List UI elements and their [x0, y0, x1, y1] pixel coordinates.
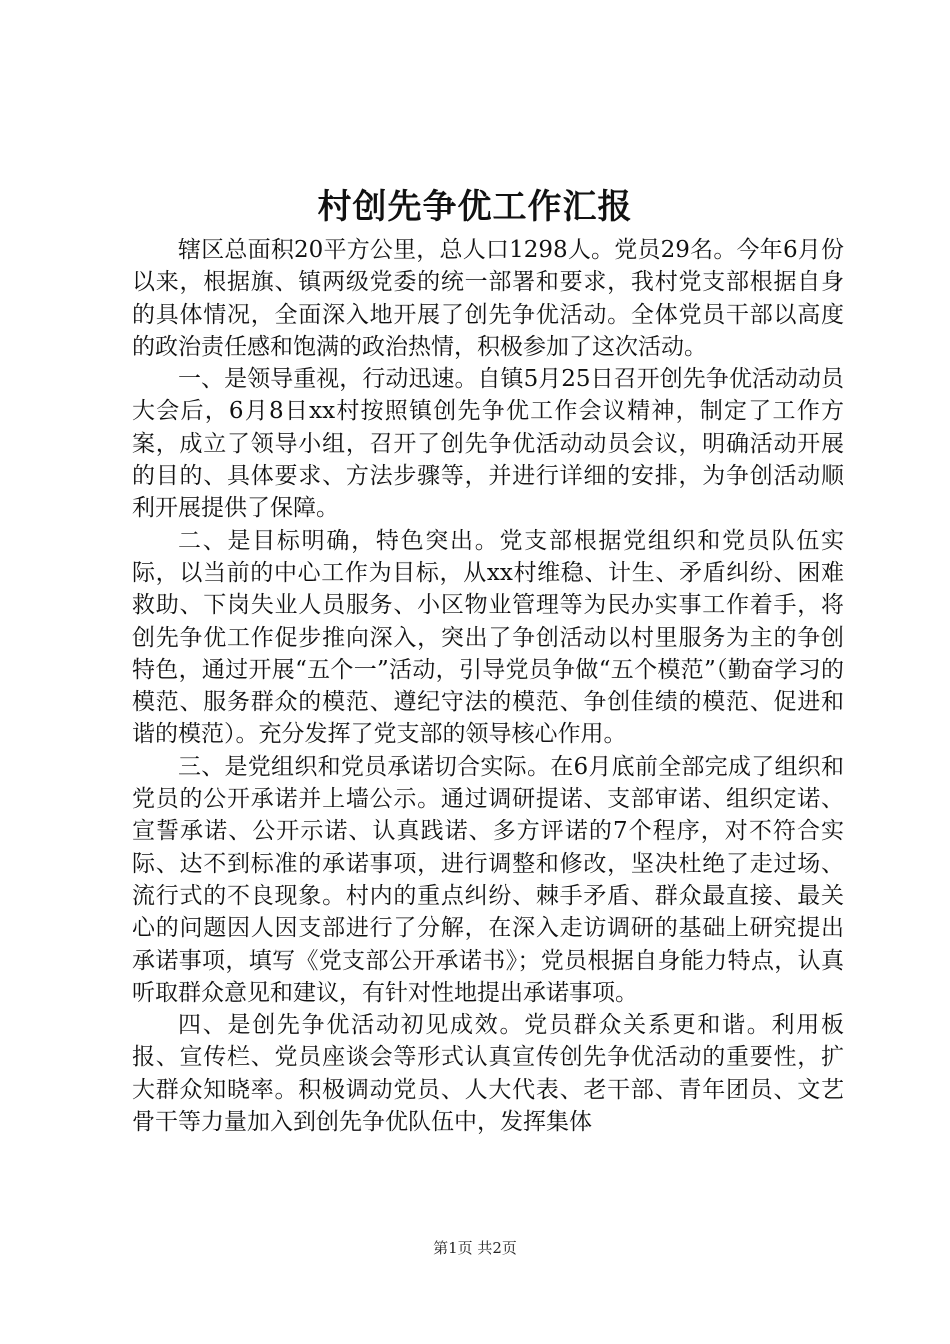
page-footer: 第1页 共2页 [433, 1239, 517, 1257]
paragraph-section-1: 一、是领导重视，行动迅速。自镇5月25日召开创先争优活动动员大会后，6月8日xx村按照镇创先争优工作会议精神，制定了工作方案，成立了领导小组，召开了创先争优活动动员会议，明确活动开展的目的、具体要求、方法步骤等，并进行详细的安排，为争创活动顺利开展提供了保障。 [132, 366, 844, 522]
document-title: 村创先争优工作汇报 [317, 187, 633, 227]
paragraph-section-4: 四、是创先争优活动初见成效。党员群众关系更和谐。利用板报、宣传栏、党员座谈会等形式认真宣传创先争优活动的重要性，扩大群众知晓率。积极调动党员、人大代表、老干部、青年团员、文艺骨干等力量加入到创先争优队伍中，发挥集体 [132, 1012, 844, 1136]
paragraph-intro: 辖区总面积20平方公里，总人口1298人。党员29名。今年6月份以来，根据旗、镇两级党委的统一部署和要求，我村党支部根据自身的具体情况，全面深入地开展了创先争优活动。全体党员干部以高度的政治责任感和饱满的政治热情，积极参加了这次活动。 [132, 237, 844, 360]
paragraph-section-3: 三、是党组织和党员承诺切合实际。在6月底前全部完成了组织和党员的公开承诺并上墙公示。通过调研提诺、支部审诺、组织定诺、宣誓承诺、公开示诺、认真践诺、多方评诺的7个程序，对不符合实际、达不到标准的承诺事项，进行调整和修改，坚决杜绝了走过场、流行式的不良现象。村内的重点纠纷、棘手矛盾、群众最直接、最关心的问题因人因支部进行了分解，在深入走访调研的基础上研究提出承诺事项，填写《党支部公开承诺书》；党员根据自身能力特点，认真听取群众意见和建议，有针对性地提出承诺事项。 [132, 753, 844, 1006]
document-body [132, 234, 844, 1138]
paragraph-section-2: 二、是目标明确，特色突出。党支部根据党组织和党员队伍实际，以当前的中心工作为目标，从xx村维稳、计生、矛盾纠纷、困难救助、下岗失业人员服务、小区物业管理等为民办实事工作着手，将创先争优工作促步推向深入，突出了争创活动以村里服务为主的争创特色，通过开展“五个一”活动，引导党员争做“五个模范”（勤奋学习的模范、服务群众的模范、遵纪守法的模范、争创佳绩的模范、促进和谐的模范）。充分发挥了党支部的领导核心作用。 [132, 527, 844, 748]
